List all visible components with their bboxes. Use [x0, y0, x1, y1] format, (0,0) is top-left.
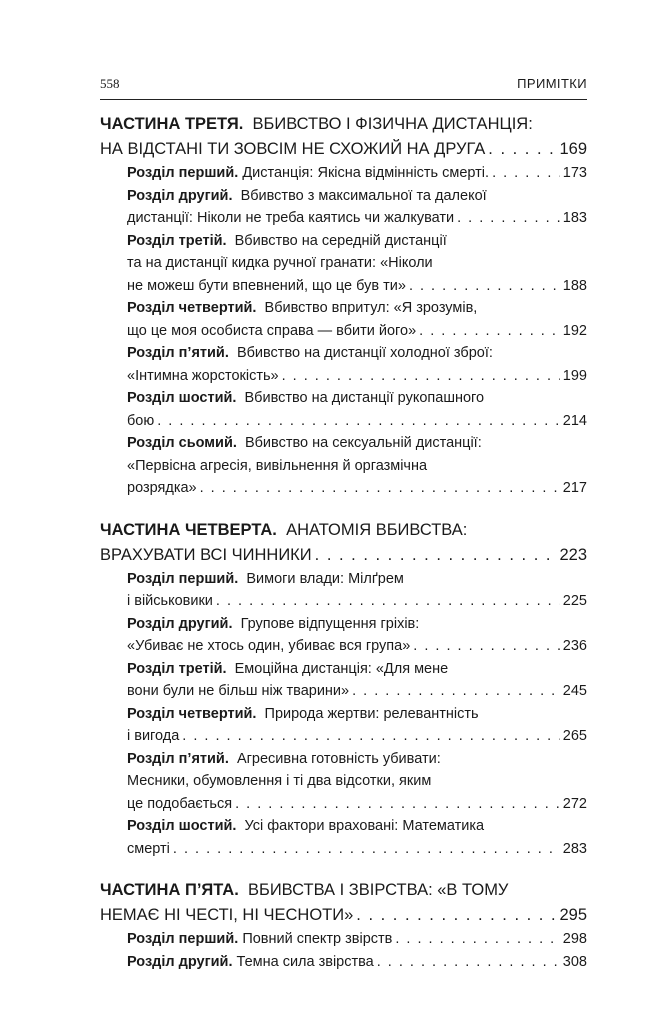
chapter-label: Розділ шостий.	[127, 390, 237, 406]
chapter-line	[127, 342, 587, 365]
chapter-title-text: Месники, обумовлення і ті два відсотки, яким	[127, 773, 432, 789]
dot-leader	[173, 838, 560, 861]
chapter-title-text: дистанції: Ніколи не треба каятись чи жалкувати	[127, 210, 455, 226]
part-label: ЧАСТИНА ТРЕТЯ.	[100, 115, 244, 133]
chapter-line	[127, 658, 587, 681]
chapter-title-text: що це моя особиста справа — вбити його»	[127, 322, 417, 339]
chapter-label: Розділ другий.	[127, 615, 233, 632]
chapter-line	[127, 951, 587, 974]
chapter-label: Розділ перший.	[127, 931, 239, 947]
chapter-label: Розділ четвертий.	[127, 705, 257, 722]
part-page-number: 223	[559, 545, 587, 564]
chapter-line	[127, 365, 587, 388]
part-label: ЧАСТИНА ЧЕТВЕРТА.	[100, 520, 277, 539]
part-line	[100, 112, 587, 137]
chapter-page-number: 183	[562, 210, 587, 226]
chapter-line	[127, 613, 587, 636]
chapter-title-text: Природа жертви: релевантність	[264, 705, 479, 722]
part-line	[100, 518, 587, 543]
chapter-title-text: Вбивство на середній дистанції	[234, 232, 447, 249]
part-entry	[100, 878, 587, 973]
chapter-label: Розділ третій.	[127, 660, 227, 677]
chapter-entry	[100, 185, 587, 230]
chapter-title-text: та на дистанції кидка ручної гранати: «Ніколи	[127, 255, 433, 271]
chapter-line	[127, 928, 587, 951]
chapter-line	[127, 590, 587, 613]
chapter-line	[127, 477, 587, 500]
dot-leader	[216, 590, 560, 613]
chapter-line	[127, 230, 587, 253]
chapter-title-text: «Убиває не хтось один, убиває вся група»	[127, 638, 411, 654]
chapter-title-text: Повний спектр звірств	[242, 931, 393, 947]
part-title-text: НЕМАЄ НІ ЧЕСТІ, НІ ЧЕСНОТИ»	[100, 906, 354, 924]
chapter-entry	[100, 748, 587, 816]
chapter-line	[127, 387, 587, 410]
chapter-title-text: смерті	[127, 840, 170, 857]
chapter-line	[127, 725, 587, 748]
chapter-label: Розділ другий.	[127, 187, 233, 204]
chapter-label: Розділ сьомий.	[127, 435, 237, 451]
part-line	[100, 878, 587, 903]
chapter-title-text: Емоційна дистанція: «Для мене	[234, 660, 449, 677]
chapter-entry	[100, 342, 587, 387]
chapter-line	[127, 748, 587, 771]
dot-leader	[492, 162, 560, 185]
chapter-title-text: і вигода	[127, 728, 180, 744]
chapter-title-text: Усі фактори враховані: Математика	[244, 818, 485, 834]
chapter-page-number: 298	[562, 931, 587, 947]
dot-leader	[356, 903, 556, 928]
chapter-label: Розділ другий.	[127, 953, 233, 970]
chapter-title-text: Дистанція: Якісна відмінність смерті.	[242, 165, 490, 181]
chapter-title-text: Темна сила звірства	[236, 953, 374, 970]
chapter-label: Розділ п’ятий.	[127, 345, 229, 361]
chapter-label: Розділ перший.	[127, 570, 239, 587]
chapter-title-text: «Первісна агресія, вивільнення й оргазмічна	[127, 457, 428, 474]
chapter-line	[127, 680, 587, 703]
chapter-line	[127, 207, 587, 230]
chapter-line	[127, 815, 587, 838]
chapter-page-number: 173	[562, 165, 587, 181]
chapter-entry	[100, 387, 587, 432]
part-title-text: ВБИВСТВА І ЗВІРСТВА: «В ТОМУ	[247, 881, 509, 899]
dot-leader	[377, 951, 560, 974]
chapter-line	[127, 320, 587, 343]
table-of-contents	[100, 112, 587, 973]
chapter-entry	[100, 951, 587, 974]
dot-leader	[413, 635, 560, 658]
chapter-line	[127, 793, 587, 816]
chapter-title-text: розрядка»	[127, 480, 197, 496]
chapter-title-text: Вимоги влади: Мілґрем	[246, 570, 404, 587]
part-line	[100, 903, 587, 928]
chapter-label: Розділ четвертий.	[127, 300, 257, 316]
part-title-text: АНАТОМІЯ ВБИВСТВА:	[286, 520, 468, 539]
dot-leader	[419, 320, 560, 343]
chapter-entry	[100, 568, 587, 613]
part-title-text: НА ВІДСТАНІ ТИ ЗОВСІМ НЕ СХОЖИЙ НА ДРУГА	[100, 140, 486, 158]
chapter-entry	[100, 162, 587, 185]
chapter-title-text: і військовики	[127, 593, 213, 609]
chapter-page-number: 308	[562, 953, 587, 970]
chapter-label: Розділ третій.	[127, 232, 227, 249]
chapter-title-text: не можеш бути впевнений, що це був ти»	[127, 277, 406, 294]
chapter-title-text: бою	[127, 412, 155, 429]
chapter-title-text: Вбивство на дистанції рукопашного	[244, 390, 485, 406]
chapter-page-number: 272	[562, 795, 587, 812]
chapter-entry	[100, 297, 587, 342]
chapter-line	[127, 635, 587, 658]
chapter-page-number: 214	[562, 412, 587, 429]
part-line	[100, 543, 587, 568]
dot-leader	[315, 543, 557, 568]
chapter-entry	[100, 658, 587, 703]
chapter-line	[127, 770, 587, 793]
chapter-line	[127, 185, 587, 208]
dot-leader	[200, 477, 560, 500]
part-line	[100, 137, 587, 162]
dot-leader	[157, 410, 560, 433]
chapter-line	[127, 703, 587, 726]
chapter-page-number: 188	[562, 277, 587, 294]
chapter-title-text: Вбивство впритул: «Я зрозумів,	[264, 300, 478, 316]
chapter-page-number: 225	[562, 593, 587, 609]
chapter-entry	[100, 613, 587, 658]
chapter-line	[127, 410, 587, 433]
dot-leader	[352, 680, 560, 703]
running-title: ПРИМІТКИ	[517, 76, 587, 91]
dot-leader	[235, 793, 560, 816]
chapter-page-number: 283	[562, 840, 587, 857]
chapter-entry	[100, 703, 587, 748]
dot-leader	[395, 928, 559, 951]
chapter-page-number: 192	[562, 322, 587, 339]
chapter-line	[127, 568, 587, 591]
chapter-title-text: вони були не більш ніж тварини»	[127, 683, 350, 699]
part-label: ЧАСТИНА П’ЯТА.	[100, 881, 239, 899]
part-page-number: 169	[559, 140, 587, 158]
chapter-line	[127, 838, 587, 861]
chapter-line	[127, 275, 587, 298]
part-title-text: ВРАХУВАТИ ВСІ ЧИННИКИ	[100, 545, 312, 564]
chapter-entry	[100, 432, 587, 500]
chapter-line	[127, 252, 587, 275]
chapter-label: Розділ п’ятий.	[127, 750, 229, 767]
chapter-entry	[100, 928, 587, 951]
chapter-page-number: 217	[562, 480, 587, 496]
chapter-entry	[100, 230, 587, 298]
part-entry	[100, 518, 587, 861]
chapter-label: Розділ шостий.	[127, 818, 237, 834]
chapter-label: Розділ перший.	[127, 165, 239, 181]
dot-leader	[409, 275, 560, 298]
chapter-title-text: це подобається	[127, 795, 233, 812]
dot-leader	[182, 725, 560, 748]
chapter-title-text: Групове відпущення гріхів:	[240, 615, 420, 632]
page-number: 558	[100, 76, 120, 91]
dot-leader	[282, 365, 560, 388]
dot-leader	[488, 137, 556, 162]
running-header	[100, 76, 587, 94]
chapter-page-number: 245	[562, 683, 587, 699]
header-rule	[100, 99, 587, 100]
part-title-text: ВБИВСТВО І ФІЗИЧНА ДИСТАНЦІЯ:	[252, 115, 533, 133]
chapter-entry	[100, 815, 587, 860]
chapter-title-text: Агресивна готовність убивати:	[236, 750, 441, 767]
chapter-title-text: Вбивство на дистанції холодної зброї:	[236, 345, 493, 361]
chapter-line	[127, 455, 587, 478]
part-page-number: 295	[559, 906, 587, 924]
chapter-line	[127, 432, 587, 455]
chapter-page-number: 265	[562, 728, 587, 744]
part-entry	[100, 112, 587, 500]
chapter-page-number: 236	[562, 638, 587, 654]
chapter-title-text: Вбивство на сексуальній дистанції:	[244, 435, 482, 451]
chapter-title-text: Вбивство з максимальної та далекої	[240, 187, 487, 204]
chapter-title-text: «Інтимна жорстокість»	[127, 367, 279, 384]
chapter-line	[127, 297, 587, 320]
chapter-page-number: 199	[562, 367, 587, 384]
dot-leader	[457, 207, 560, 230]
chapter-line	[127, 162, 587, 185]
